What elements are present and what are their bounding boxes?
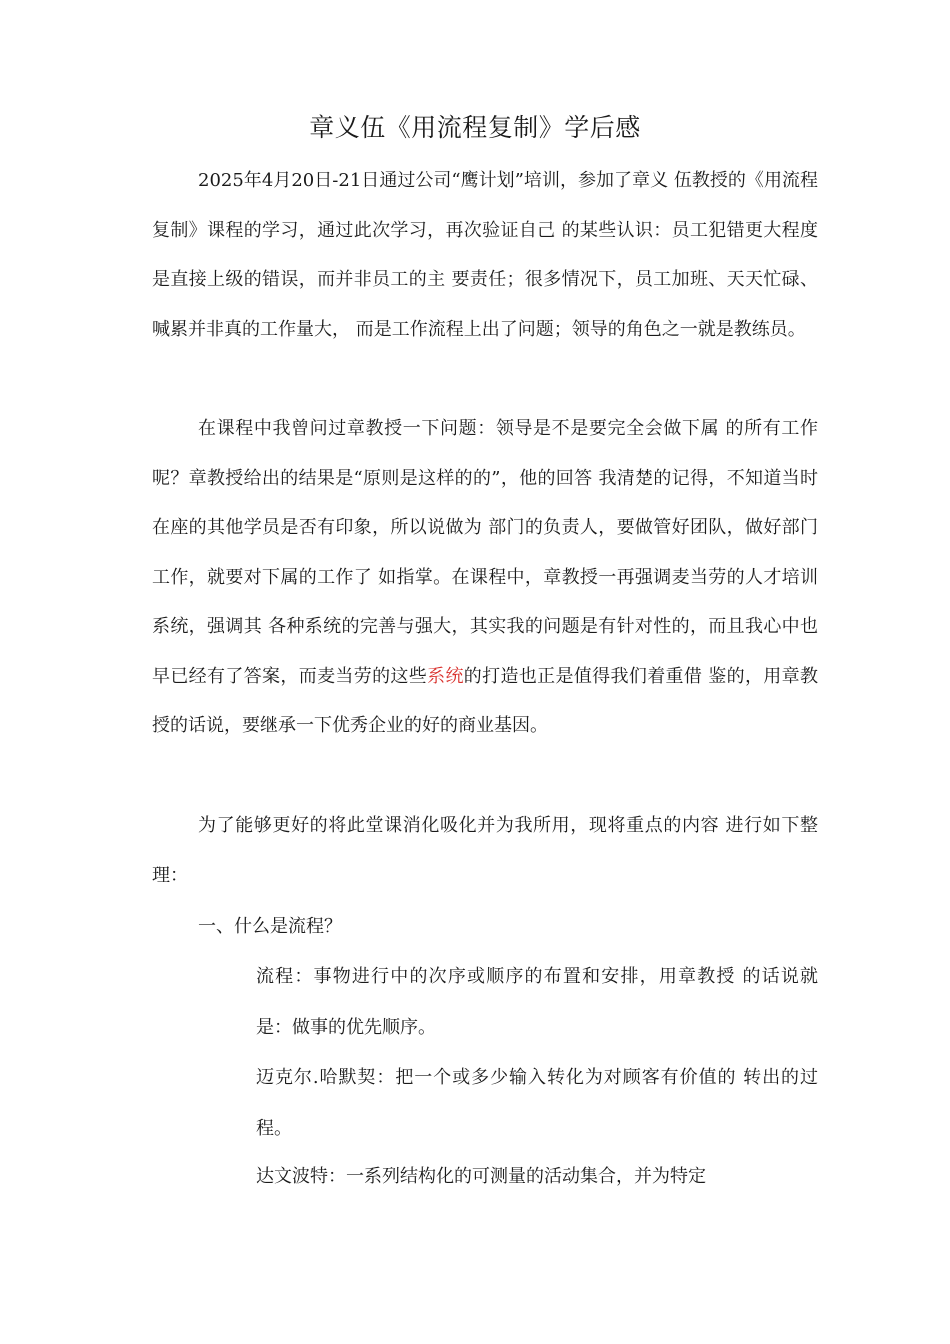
- definition-process: 流程：事物进行中的次序或顺序的布置和安排，用章教授 的话说就是：做事的优先顺序。: [256, 966, 818, 1038]
- paragraph-summary-intro: 为了能够更好的将此堂课消化吸化并为我所用，现将重点的内容 进行如下整理：: [152, 815, 818, 886]
- paragraph-course-question-tail: 的打造也正是值得我们着重借 鉴的，用章教授的话说，要继承一下优秀企业的好的商业基因。: [152, 665, 818, 736]
- paragraph-course-question-text: 在课程中我曾问过章教授一下问题：领导是不是要完全会做下属 的所有工作呢？章教授给出的结果是“原则是这样的的”，他的回答 我清楚的记得，不知道当时在座的其他学员是否有印象，所以说做为 部门的负责人，要做管好团队，做好部门工作，就要对下属的工作了 如指掌。在课程中，章教授一再强调麦当劳的人才培训系统，强调其 各种系统的完善与强大，其实我的问题是有针对性的，而且我心中也 早已经有了答案，而麦当劳的这些: [152, 418, 818, 687]
- paragraph-course-question: [152, 404, 818, 751]
- paragraph-intro: 2025年4月20日-21日通过公司“鹰计划”培训，参加了章义 伍教授的《用流程复制》课程的学习，通过此次学习，再次验证自己 的某些认识：员工犯错更大程度是直接上级的错误，而并非员工的主 要责任；很多情况下，员工加班、天天忙碌、喊累并非真的工作量大， 而是工作流程上出了问题；领导的角色之一就是教练员。: [152, 170, 818, 340]
- highlighted-word-system: 系统: [427, 665, 464, 687]
- definition-davenport: 达文波特：一系列结构化的可测量的活动集合，并为特定: [256, 1166, 706, 1187]
- document-title: 章义伍《用流程复制》学后感: [309, 113, 641, 142]
- section-heading-what-is-process: 一、什么是流程？: [198, 916, 342, 937]
- definition-hammer: 迈克尔.哈默契：把一个或多少输入转化为对顾客有价值的 转出的过程。: [256, 1067, 818, 1139]
